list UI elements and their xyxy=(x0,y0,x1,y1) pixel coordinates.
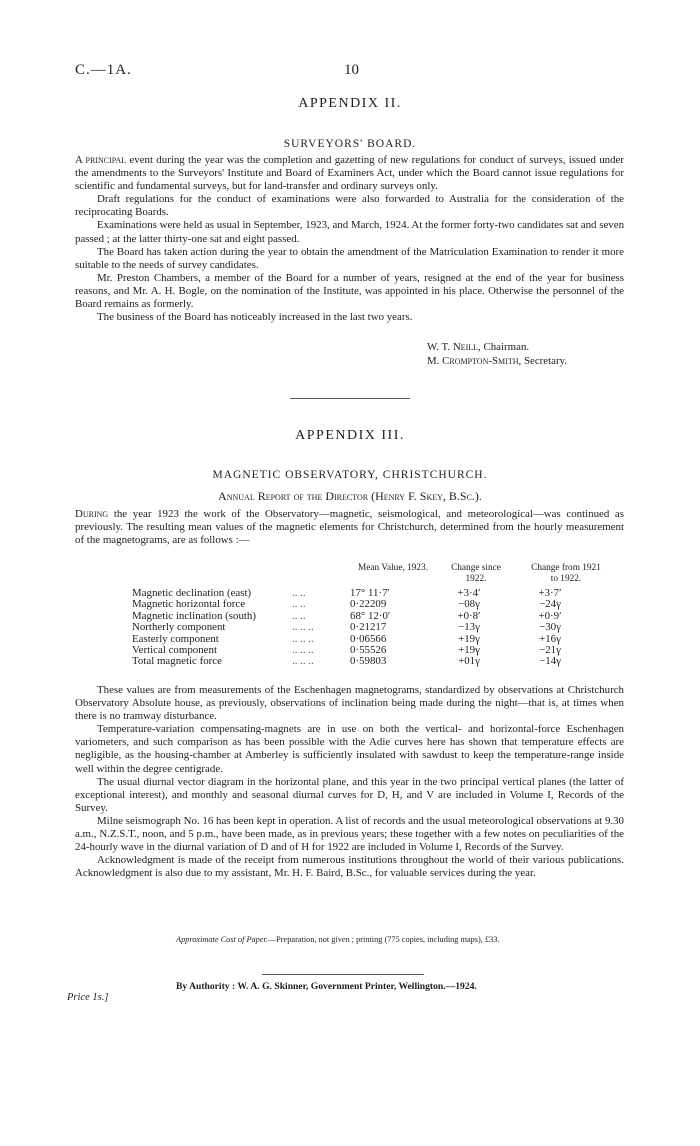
page-number: 10 xyxy=(344,62,359,78)
change-since-1922: −08γ xyxy=(458,598,480,611)
change-since-1922: +01γ xyxy=(458,655,480,668)
change-since-1922: +3·4′ xyxy=(457,587,481,599)
element-name: Magnetic inclination (south) xyxy=(132,609,257,622)
change-since-1922: +19γ xyxy=(458,644,480,657)
mean-value: 0·21217 xyxy=(350,621,387,634)
appendix-iii-para-1: These values are from measurements of the Eschenhagen magnetograms, standardized by observations at Christchurch Observatory Absolute house, as previously, observations of inclination being made during the night—that is, at times when there is no tramway disturbance. xyxy=(75,684,624,723)
section-divider xyxy=(290,398,410,399)
secretary-name: M. Crompton-Smith, xyxy=(427,355,522,367)
secretary-role: Secretary. xyxy=(521,355,568,367)
mean-value: 68° 12·0′ xyxy=(350,609,391,622)
cost-label: Approximate Cost of Paper. xyxy=(176,935,268,944)
col-header-change-1921-1922: Change from 1921 to 1922. xyxy=(531,563,601,584)
intro-paragraph xyxy=(75,508,624,547)
change-1921-to-1922: −30γ xyxy=(539,621,561,634)
appendix-iii-para-4: Milne seismograph No. 16 has been kept in operation. A list of records and the usual meteorological observations at 9.30 a.m., N.Z.S.T., noon, and 5 p.m., have been made, as in previous years; these together with a few notes on peculiarities of the 24-hourly wave in the diurnal variation of D and of H for 1922 are included in Volume I, Records of the Survey. xyxy=(75,814,624,854)
price-note: Price 1s.] xyxy=(67,992,109,1003)
appendix-ii-para-4: The Board has taken action during the year to obtain the amendment of the Matriculation Examination to render it more suitable to the needs of survey candidates. xyxy=(75,245,624,271)
printer-authority: By Authority : W. A. G. Skinner, Government Printer, Wellington.—1924. xyxy=(176,981,477,992)
dot-leaders: .. .. .. xyxy=(292,632,314,645)
element-name: Magnetic declination (east) xyxy=(132,587,252,599)
element-name: Vertical component xyxy=(132,644,217,657)
mean-value: 0·06566 xyxy=(350,632,387,645)
appendix-iii-para-2: Temperature-variation compensating-magnets are in use on both the vertical- and horizontal-force Eschenhagen variometers, and such comparison as has been possible with the Adie curves here has shown that temperature effects are negligible, as the housing-chamber at Amberley is sufficiently insulated with sawdust to keep the temperature-range inside well within the degree centigrade. xyxy=(75,723,624,775)
appendix-ii-title: APPENDIX II. xyxy=(298,96,402,111)
signature-secretary xyxy=(427,355,567,368)
element-name: Magnetic horizontal force xyxy=(132,598,246,611)
appendix-ii-body xyxy=(75,154,624,324)
dot-leaders: .. .. xyxy=(292,598,306,611)
appendix-iii-title: APPENDIX III. xyxy=(295,428,405,443)
footer-divider xyxy=(262,974,424,975)
mean-value: 0·55526 xyxy=(350,644,387,657)
change-since-1922: −13γ xyxy=(458,621,480,634)
table-row xyxy=(132,656,590,667)
appendix-iii-body xyxy=(75,684,624,880)
para-lead-words: A principal xyxy=(75,154,127,166)
dot-leaders: .. .. xyxy=(292,587,306,599)
change-1921-to-1922: −21γ xyxy=(539,644,561,657)
signature-chairman xyxy=(427,341,529,354)
element-name: Total magnetic force xyxy=(132,655,222,668)
dot-leaders: .. .. .. xyxy=(292,644,314,657)
change-1921-to-1922: −24γ xyxy=(539,598,561,611)
change-1921-to-1922: −14γ xyxy=(539,655,561,668)
chairman-name: W. T. Neill, xyxy=(427,341,481,353)
intro-text: the year 1923 the work of the Observatory—magnetic, seismological, and meteorological—was continued as previously. The resulting mean values of the magnetic elements for Christchurch, determined from the hourly measurement of the magnetograms, are as follows :— xyxy=(75,508,624,547)
appendix-iii-para-5: Acknowledgment is made of the receipt from numerous institutions throughout the world of their various publications. Acknowledgment is also due to my assistant, Mr. H. F. Baird, B.Sc., for valuable services during the year. xyxy=(75,854,624,880)
mean-value: 17° 11·7′ xyxy=(350,587,390,599)
chairman-role: Chairman. xyxy=(480,341,530,353)
appendix-iii-para-3: The usual diurnal vector diagram in the horizontal plane, and this year in the two principal vertical planes (the latter of exceptional interest), and monthly and seasonal diurnal curves for D, H, and V are included in Volume I, Records of the Survey. xyxy=(75,775,624,814)
appendix-ii-para-3: Examinations were held as usual in September, 1923, and March, 1924. At the former forty-two candidates sat and seven passed ; at the latter thirty-one sat and eight passed. xyxy=(75,219,625,245)
cost-of-paper-note xyxy=(176,935,499,944)
element-name: Northerly component xyxy=(132,621,226,634)
change-1921-to-1922: +3·7′ xyxy=(538,587,562,599)
annual-report-line: Annual Report of the Director (Henry F. Skey, B.Sc.). xyxy=(218,489,482,503)
col-header-mean-value: Mean Value, 1923. xyxy=(357,563,429,573)
element-name: Easterly component xyxy=(132,632,219,645)
para-text: event during the year was the completion and gazetting of new regulations for conduct of surveys, issued under the amendments to the Surveyors' Institute and Board of Examiners Act, under which the Board cannot issue regulations for scientific and fundamental surveys, but for land-transfer and ordinary surveys only. xyxy=(75,154,624,193)
change-since-1922: +0·8′ xyxy=(457,609,481,622)
magnetic-observatory-heading: MAGNETIC OBSERVATORY, CHRISTCHURCH. xyxy=(212,469,488,481)
appendix-ii-para-2: Draft regulations for the conduct of examinations were also forwarded to Australia for the consideration of the reciprocating Boards. xyxy=(75,193,624,219)
intro-lead-word: During xyxy=(75,508,109,520)
change-since-1922: +19γ xyxy=(458,632,480,645)
appendix-ii-para-1 xyxy=(75,154,624,193)
change-1921-to-1922: +0·9′ xyxy=(538,609,562,622)
magnetic-elements-table xyxy=(132,588,590,668)
change-1921-to-1922: +16γ xyxy=(539,632,561,645)
surveyors-board-heading: SURVEYORS' BOARD. xyxy=(283,138,417,150)
appendix-ii-para-5: Mr. Preston Chambers, a member of the Board for a number of years, resigned at the end of the year for business reasons, and Mr. A. H. Bogle, on the nomination of the Institute, was appointed in his place. Otherwise the personnel of the Board remains as formerly. xyxy=(75,271,624,311)
mean-value: 0·59803 xyxy=(350,655,387,668)
cost-text: —Preparation, not given ; printing (775 copies, including maps), £33. xyxy=(267,935,500,944)
appendix-iii-intro xyxy=(75,508,624,547)
dot-leaders: .. .. xyxy=(292,609,306,622)
appendix-ii-para-6: The business of the Board has noticeably increased in the last two years. xyxy=(97,311,413,324)
mean-value: 0·22209 xyxy=(350,598,387,611)
dot-leaders: .. .. .. xyxy=(292,621,314,634)
page-series-code: C.—1A. xyxy=(75,62,132,78)
table-row xyxy=(132,622,590,633)
col-header-change-since-1922: Change since 1922. xyxy=(451,563,501,584)
dot-leaders: .. .. .. xyxy=(292,655,314,668)
